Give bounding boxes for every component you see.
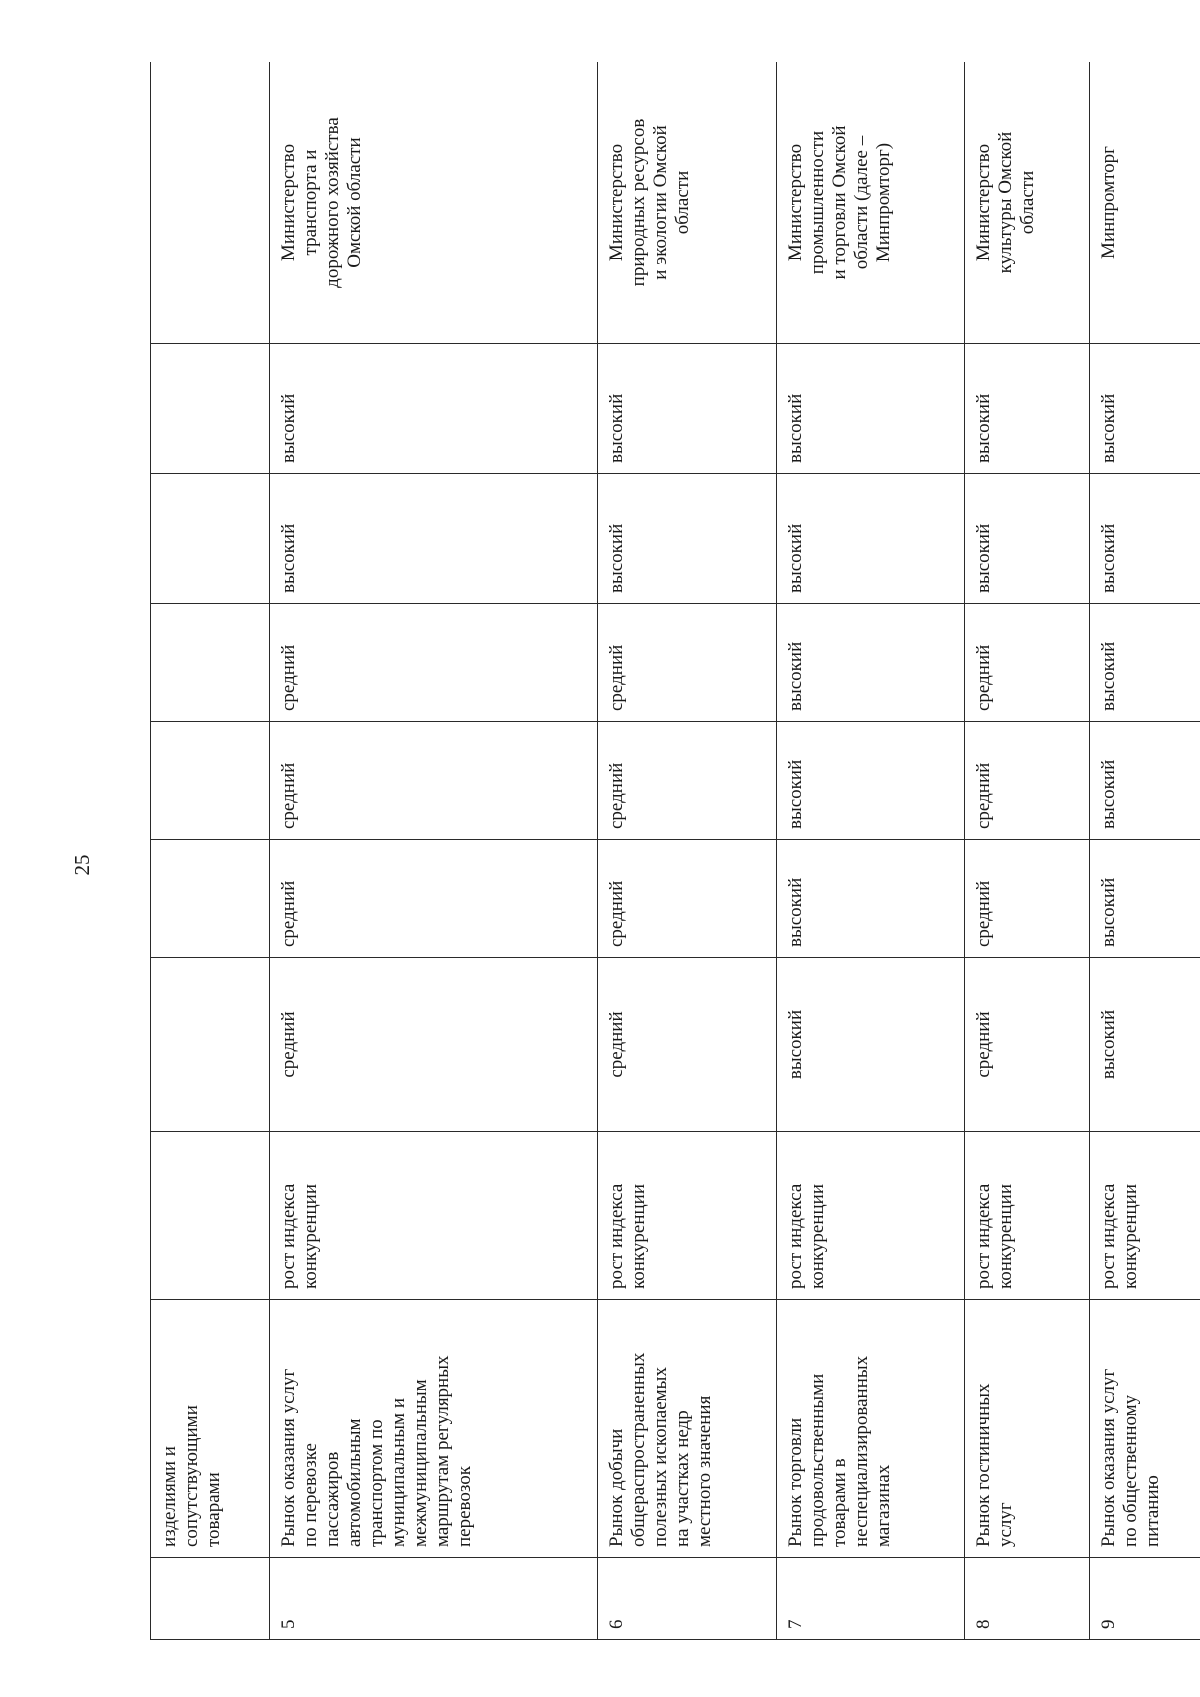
responsible-authority-cell [270, 62, 597, 344]
level-cell [776, 474, 964, 604]
level-cell-text: высокий [1097, 759, 1119, 829]
row-number-cell [151, 1558, 270, 1640]
market-name-cell [270, 1300, 597, 1558]
level-cell [776, 344, 964, 474]
market-name-cell [964, 1300, 1089, 1558]
level-cell [151, 722, 270, 840]
level-cell [776, 722, 964, 840]
responsible-authority-cell [964, 62, 1089, 344]
level-cell-text: высокий [1097, 641, 1119, 711]
row-number-cell [270, 1558, 597, 1640]
row-number-cell [1089, 1558, 1200, 1640]
responsible-authority-cell [151, 62, 270, 344]
market-name-cell-text: Рынок добычи общераспространенных полезных ископаемых на участках недр местного значения [605, 1352, 715, 1547]
level-cell-text: высокий [784, 759, 806, 829]
level-cell-text: высокий [972, 523, 994, 593]
level-cell-text: высокий [278, 523, 300, 593]
indicator-cell [151, 1132, 270, 1300]
level-cell [597, 474, 776, 604]
level-cell-text: средний [605, 762, 627, 829]
level-cell-text: средний [605, 880, 627, 947]
level-cell-text: средний [278, 1011, 300, 1078]
responsible-authority-cell-text: Министерство промышленности и торговли Омской области (далее – Минпромторг) [784, 125, 894, 280]
indicator-cell-text: рост индекса конкуренции [784, 1183, 828, 1289]
market-name-cell [597, 1300, 776, 1558]
level-cell-text: средний [972, 644, 994, 711]
level-cell [151, 604, 270, 722]
level-cell-text: высокий [605, 523, 627, 593]
table-container [150, 62, 1200, 1640]
level-cell-text: высокий [1097, 393, 1119, 463]
row-number-cell-text: 9 [1097, 1619, 1119, 1629]
row-number-cell [964, 1558, 1089, 1640]
level-cell-text: высокий [784, 393, 806, 463]
market-name-cell-text: Рынок гостиничных услуг [972, 1383, 1016, 1547]
page-number: 25 [70, 854, 94, 876]
indicator-cell [597, 1132, 776, 1300]
level-cell-text: средний [278, 762, 300, 829]
row-number-cell-text: 5 [278, 1619, 300, 1629]
market-name-cell-text: Рынок торговли продовольственными товарами в неспециализированных магазинах [784, 1355, 894, 1547]
level-cell [270, 604, 597, 722]
level-cell-text: высокий [972, 393, 994, 463]
row-number-cell-text: 7 [784, 1619, 806, 1629]
responsible-authority-cell-text: Министерство культуры Омской области [972, 131, 1038, 274]
responsible-authority-cell-text: Министерство транспорта и дорожного хозяйства Омской области [278, 117, 366, 288]
level-cell [597, 604, 776, 722]
market-name-cell-text: изделиями и сопутствующими товарами [159, 1405, 224, 1547]
level-cell-text: средний [972, 1011, 994, 1078]
level-cell-text: средний [605, 644, 627, 711]
indicator-cell [964, 1132, 1089, 1300]
level-cell [1089, 344, 1200, 474]
level-cell-text: средний [278, 880, 300, 947]
indicator-cell [270, 1132, 597, 1300]
row-number-cell-text: 8 [972, 1619, 994, 1629]
level-cell-text: средний [972, 880, 994, 947]
level-cell [270, 722, 597, 840]
level-cell-text: средний [605, 1011, 627, 1078]
level-cell [964, 958, 1089, 1132]
level-cell [1089, 722, 1200, 840]
level-cell-text: высокий [1097, 877, 1119, 947]
level-cell [270, 840, 597, 958]
indicator-cell [776, 1132, 964, 1300]
responsible-authority-cell-text: Министерство природных ресурсов и экологии Омской области [605, 118, 693, 287]
table-row [964, 62, 1089, 1640]
level-cell-text: средний [972, 762, 994, 829]
responsible-authority-cell-text: Минпромторг [1097, 146, 1119, 259]
level-cell [776, 840, 964, 958]
indicator-cell-text: рост индекса конкуренции [972, 1183, 1016, 1289]
table-row [597, 62, 776, 1640]
table-row [151, 62, 270, 1640]
level-cell [964, 344, 1089, 474]
level-cell [964, 474, 1089, 604]
market-name-cell [776, 1300, 964, 1558]
market-name-cell [1089, 1300, 1200, 1558]
level-cell-text: высокий [784, 523, 806, 593]
level-cell [597, 344, 776, 474]
level-cell [151, 958, 270, 1132]
level-cell [270, 474, 597, 604]
level-cell [151, 474, 270, 604]
level-cell-text: высокий [784, 641, 806, 711]
level-cell-text: высокий [605, 393, 627, 463]
responsible-authority-cell [597, 62, 776, 344]
level-cell-text: высокий [1097, 523, 1119, 593]
level-cell [776, 604, 964, 722]
level-cell [964, 840, 1089, 958]
level-cell [1089, 474, 1200, 604]
market-table [150, 62, 1200, 1640]
market-name-cell-text: Рынок оказания услуг по общественному питанию [1097, 1368, 1163, 1547]
level-cell [270, 958, 597, 1132]
row-number-cell [597, 1558, 776, 1640]
level-cell [597, 722, 776, 840]
level-cell [597, 958, 776, 1132]
level-cell [151, 840, 270, 958]
row-number-cell [776, 1558, 964, 1640]
level-cell [1089, 840, 1200, 958]
level-cell-text: высокий [278, 393, 300, 463]
level-cell-text: средний [278, 644, 300, 711]
row-number-cell-text: 6 [605, 1619, 627, 1629]
level-cell [270, 344, 597, 474]
level-cell-text: высокий [784, 1009, 806, 1080]
level-cell-text: высокий [784, 877, 806, 947]
indicator-cell-text: рост индекса конкуренции [278, 1183, 322, 1289]
level-cell [151, 344, 270, 474]
indicator-cell-text: рост индекса конкуренции [1097, 1183, 1141, 1289]
level-cell [1089, 958, 1200, 1132]
level-cell [964, 604, 1089, 722]
indicator-cell-text: рост индекса конкуренции [605, 1183, 649, 1289]
level-cell [964, 722, 1089, 840]
level-cell [776, 958, 964, 1132]
table-row [776, 62, 964, 1640]
table-row [1089, 62, 1200, 1640]
table-row [270, 62, 597, 1640]
level-cell-text: высокий [1097, 1009, 1119, 1080]
market-name-cell [151, 1300, 270, 1558]
market-name-cell-text: Рынок оказания услуг по перевозке пассажиров автомобильным транспортом по муниципальным и межмуниципальным маршрутам регулярных перевозок [278, 1355, 476, 1547]
level-cell [1089, 604, 1200, 722]
responsible-authority-cell [1089, 62, 1200, 344]
responsible-authority-cell [776, 62, 964, 344]
indicator-cell [1089, 1132, 1200, 1300]
level-cell [597, 840, 776, 958]
rotated-table [150, 62, 1200, 1640]
